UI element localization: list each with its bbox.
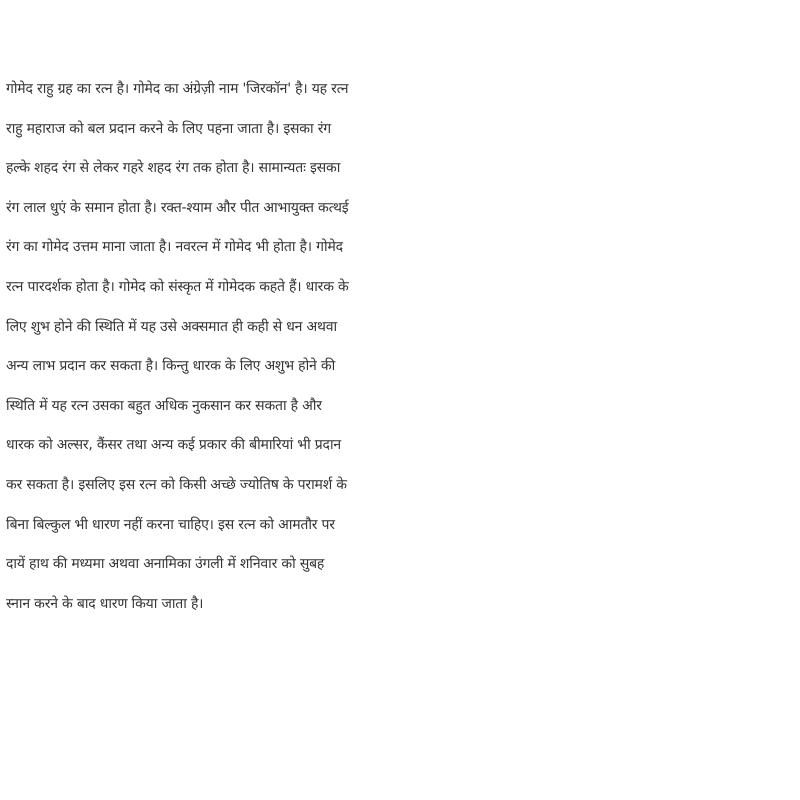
text-line: स्नान करने के बाद धारण किया जाता है। [6,595,204,612]
text-line: अन्य लाभ प्रदान कर सकता है। किन्तु धारक के लिए अशुभ होने की [6,358,336,375]
text-line: हल्के शहद रंग से लेकर गहरे शहद रंग तक होता है। सामान्यतः इसका [6,160,341,177]
text-line: कर सकता है। इसलिए इस रत्न को किसी अच्छे ज्योतिष के परामर्श के [6,476,347,493]
paragraph [6,70,796,624]
text-line: लिए शुभ होने की स्थिति में यह उसे अक्समात ही कही से धन अथवा [6,318,337,335]
text-line: दायें हाथ की मध्यमा अथवा अनामिका उंगली में शनिवार को सुबह [6,556,325,573]
text-line: धारक को अल्सर, कैंसर तथा अन्य कई प्रकार की बीमारियां भी प्रदान [6,437,341,454]
text-line: राहु महाराज को बल प्रदान करने के लिए पहना जाता है। इसका रंग [6,120,331,137]
text-line: गोमेद राहु ग्रह का रत्न है। गोमेद का अंग्रेज़ी नाम 'जिरकॉन' है। यह रत्न [6,81,349,97]
text-line: रंग का गोमेद उत्तम माना जाता है। नवरत्न में गोमेद भी होता है। गोमेद [6,239,343,256]
text-line: स्थिति में यह रत्न उसका बहुत अधिक नुकसान कर सकता है और [6,397,322,414]
text-line: रंग लाल धुएं के समान होता है। रक्त-श्याम और पीत आभायुक्त कत्थई [6,199,349,216]
text-line: रत्न पारदर्शक होता है। गोमेद को संस्कृत में गोमेदक कहते हैं। धारक के [6,278,349,295]
text-line: बिना बिल्कुल भी धारण नहीं करना चाहिए। इस रत्न को आमतौर पर [6,516,335,533]
